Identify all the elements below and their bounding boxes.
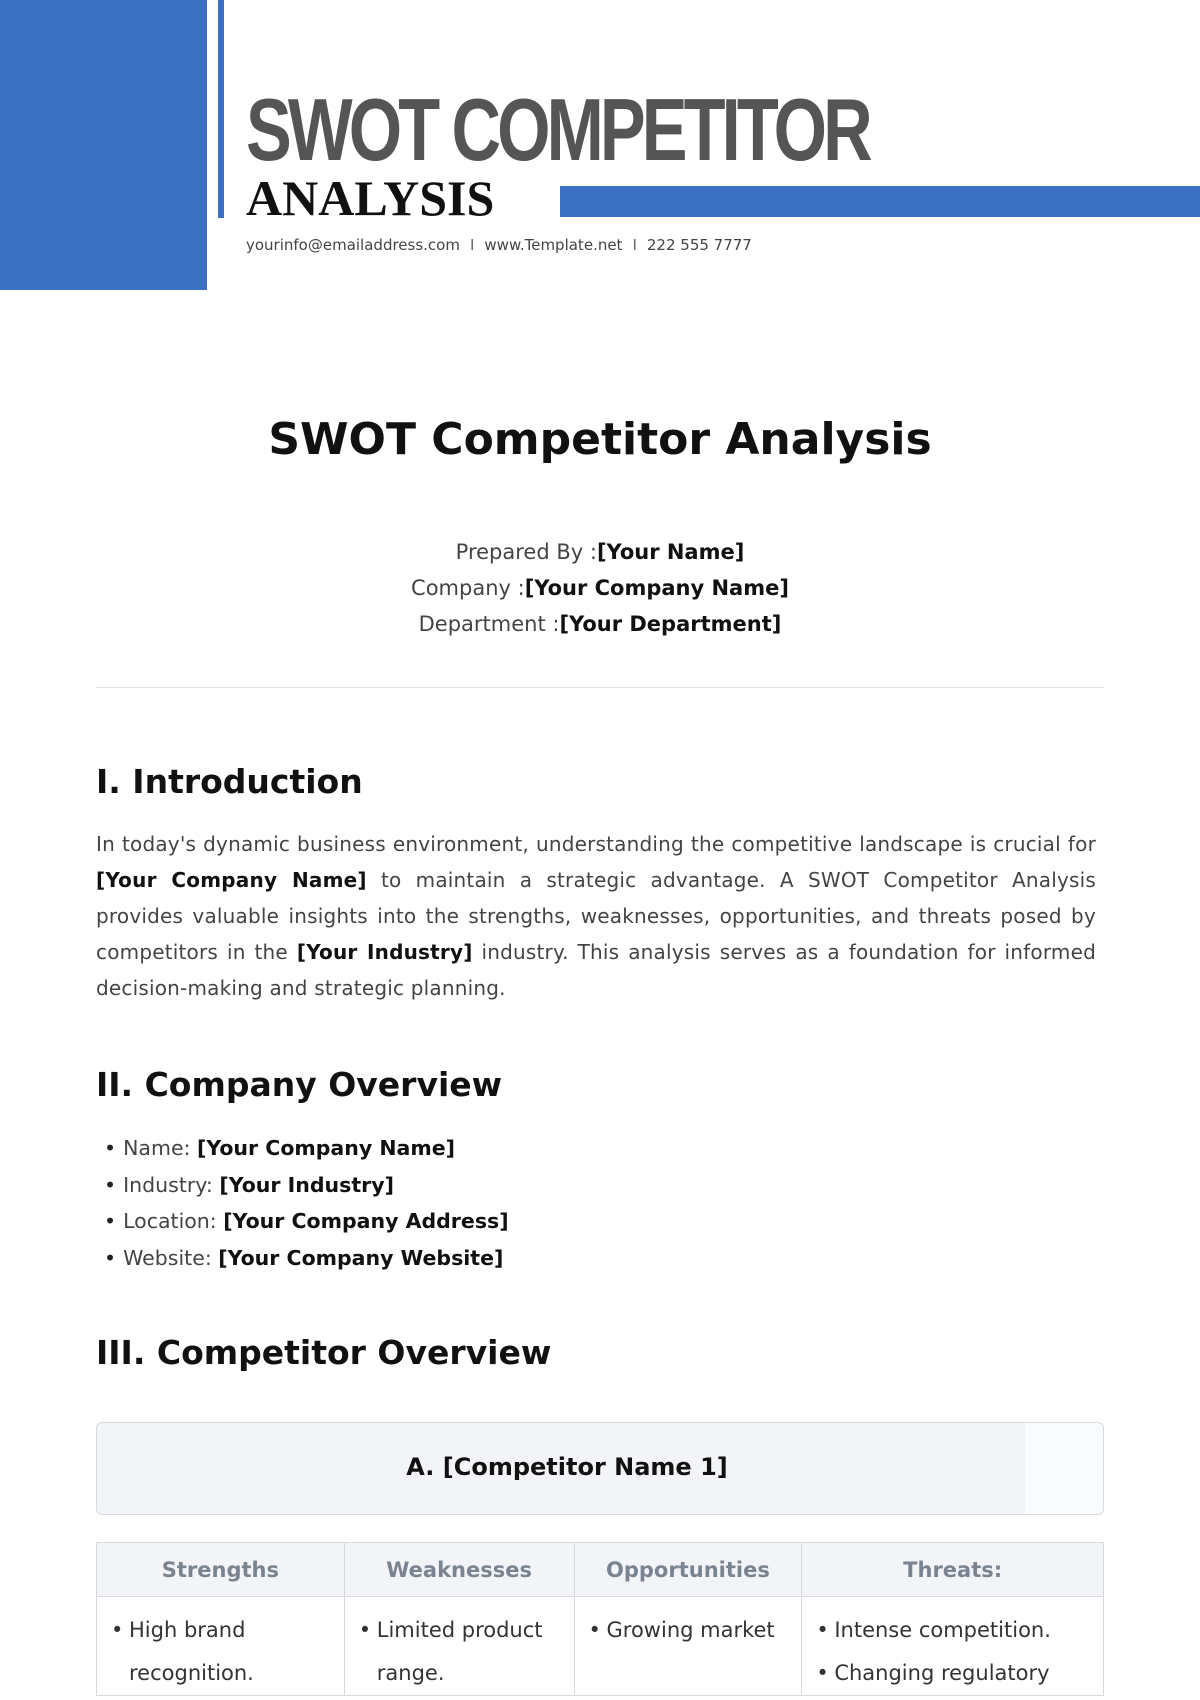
company-overview-heading: II. Company Overview bbox=[96, 1065, 503, 1104]
company-overview-list bbox=[104, 1130, 509, 1276]
meta-label: Company : bbox=[411, 576, 525, 600]
brand-subtitle: ANALYSIS bbox=[246, 170, 495, 226]
list-item bbox=[104, 1240, 509, 1277]
contact-phone: 222 555 7777 bbox=[646, 236, 752, 254]
competitor-overview-heading: III. Competitor Overview bbox=[96, 1333, 552, 1372]
intro-company: [Your Company Name] bbox=[96, 868, 367, 892]
item-label: Industry: bbox=[123, 1172, 213, 1197]
competitor-card bbox=[96, 1422, 1104, 1515]
list-item bbox=[104, 1203, 509, 1240]
contact-email: yourinfo@emailaddress.com bbox=[246, 236, 460, 254]
meta-value: [Your Company Name] bbox=[524, 576, 789, 600]
competitor-name: A. [Competitor Name 1] bbox=[406, 1453, 728, 1481]
list-item: • Changing regulatory bbox=[816, 1652, 1091, 1695]
meta-company bbox=[0, 570, 1200, 606]
introduction-heading: I. Introduction bbox=[96, 762, 363, 801]
document-title: SWOT Competitor Analysis bbox=[268, 414, 932, 465]
contact-website: www.Template.net bbox=[484, 236, 623, 254]
swot-header-strengths: Strengths bbox=[97, 1543, 345, 1597]
item-value: [Your Company Address] bbox=[223, 1209, 509, 1233]
swot-header-row bbox=[97, 1543, 1104, 1597]
meta-value: [Your Name] bbox=[596, 540, 745, 564]
meta-department bbox=[0, 606, 1200, 642]
item-value: [Your Industry] bbox=[219, 1172, 394, 1197]
swot-cell-opportunities bbox=[574, 1597, 802, 1696]
introduction-paragraph bbox=[96, 826, 1096, 1006]
contact-separator: I bbox=[469, 236, 475, 254]
list-item bbox=[104, 1167, 509, 1204]
table-row bbox=[97, 1597, 1104, 1696]
swot-cell-weaknesses bbox=[344, 1597, 574, 1696]
item-label: Website: bbox=[123, 1245, 212, 1270]
swot-table bbox=[96, 1542, 1104, 1696]
list-item: • High brand recognition. bbox=[111, 1609, 332, 1695]
meta-prepared-by bbox=[0, 534, 1200, 570]
item-value: [Your Company Name] bbox=[197, 1136, 455, 1160]
meta-value: [Your Department] bbox=[559, 612, 782, 636]
section-divider bbox=[96, 687, 1104, 688]
header-accent-line bbox=[218, 0, 224, 218]
header-color-block bbox=[0, 0, 207, 290]
swot-header-weaknesses: Weaknesses bbox=[344, 1543, 574, 1597]
list-item: • Growing market bbox=[589, 1609, 790, 1652]
document-meta bbox=[0, 534, 1200, 642]
swot-cell-threats bbox=[802, 1597, 1104, 1696]
swot-header-threats: Threats: bbox=[802, 1543, 1104, 1597]
intro-industry: [Your Industry] bbox=[296, 940, 473, 964]
intro-text: to maintain a strategic advantage. A SWOT Competitor Analysis provides valuable insights into the strengths, weaknesses, opportunities, and threats posed by competitors in the bbox=[96, 868, 1096, 964]
swot-header-opportunities: Opportunities bbox=[574, 1543, 802, 1597]
swot-cell-strengths bbox=[97, 1597, 345, 1696]
intro-text: industry. This analysis serves as a foundation for informed decision-making and strategic planning. bbox=[96, 940, 1097, 1000]
contact-separator: I bbox=[632, 236, 637, 254]
meta-label: Prepared By : bbox=[455, 540, 597, 564]
meta-label: Department : bbox=[418, 612, 560, 636]
list-item: • Limited product range. bbox=[359, 1609, 562, 1695]
list-item bbox=[104, 1130, 509, 1167]
brand-title: SWOT COMPETITOR bbox=[246, 80, 869, 179]
contact-line bbox=[246, 236, 752, 254]
item-label: Location: bbox=[123, 1209, 217, 1233]
item-label: Name: bbox=[123, 1136, 191, 1160]
header-accent-bar bbox=[560, 186, 1200, 217]
item-value: [Your Company Website] bbox=[218, 1245, 504, 1270]
intro-text: In today's dynamic business environment, understanding the competitive landscape is crucial for bbox=[96, 832, 1096, 856]
list-item: • Intense competition. bbox=[816, 1609, 1091, 1652]
